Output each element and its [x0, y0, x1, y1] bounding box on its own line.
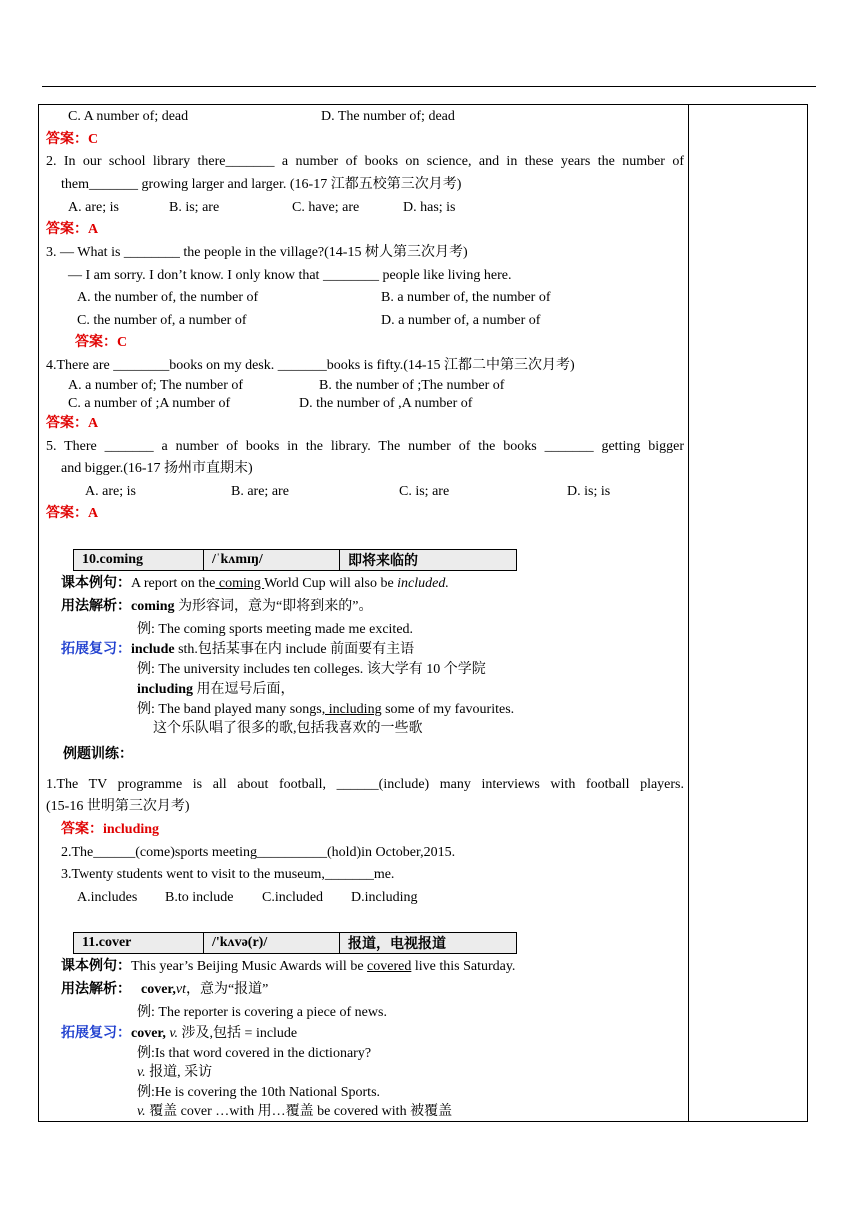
q3-option-c: C. the number of, a number of — [77, 313, 247, 328]
vocab-11-word: 11.cover — [74, 933, 204, 954]
practice-q3: 3.Twenty students went to visit to the museum,_______me. — [61, 867, 395, 882]
vocab-10-ext-including: including 用在逗号后面， — [137, 682, 295, 697]
q3-option-b: B. a number of, the number of — [381, 290, 551, 305]
q2-stem-line1: 2. In our school library there_______ a number of books on science, and in these years the number of — [46, 154, 684, 169]
q1-option-c: C. A number of; dead — [68, 109, 189, 124]
vocab-10-phonetic: /ˈkʌmɪŋ/ — [204, 550, 340, 571]
q2-stem-line2: them_______ growing larger and larger. (16-17 江都五校第三次月考) — [61, 177, 462, 192]
vocab-10-usage-example: 例: The coming sports meeting made me excited. — [137, 622, 414, 637]
q2-option-d: D. has; is — [403, 200, 456, 215]
practice-q3-option-d: D.including — [351, 890, 418, 905]
q5-answer: 答案：A — [46, 506, 99, 521]
q1-answer: 答案：C — [46, 132, 99, 147]
vocab-10-usage: 用法解析：coming 为形容词，意为“即将到来的”。 — [61, 599, 373, 614]
q5-stem-line1: 5. There _______ a number of books in the library. The number of the books _______ getting bigger — [46, 439, 684, 454]
q5-option-c: C. is; are — [399, 484, 450, 499]
vocab-11-usage: 用法解析： cover,vt，意为“报道” — [61, 982, 269, 997]
q3-stem-line2: — I am sorry. I don’t know. I only know that ________ people like living here. — [68, 268, 512, 283]
q2-option-a: A. are; is — [68, 200, 119, 215]
vocab-10-extension: 拓展复习：include sth.包括某事在内 include 前面要有主语 — [61, 642, 415, 657]
vocab-10-word: 10.coming — [74, 550, 204, 571]
vocab-10-table — [73, 549, 517, 571]
vocab-11-ext-example1: 例:Is that word covered in the dictionary? — [137, 1046, 372, 1061]
practice-q1-answer: 答案：including — [61, 822, 160, 837]
vocab-11-ext-report: v. 报道, 采访 — [137, 1065, 213, 1080]
q4-option-d: D. the number of ,A number of — [299, 396, 473, 411]
q4-stem-line1: 4.There are ________books on my desk. _______books is fifty.(14-15 江都二中第三次月考) — [46, 358, 575, 373]
q3-stem-line1: 3. — What is ________ the people in the village?(14-15 树人第三次月考) — [46, 245, 468, 260]
vocab-10-example: 课本例句：A report on the coming World Cup will also be included. — [61, 576, 449, 591]
q3-option-a: A. the number of, the number of — [77, 290, 259, 305]
vocab-11-phonetic: /'kʌvə(r)/ — [204, 933, 340, 954]
vocab-11-extension: 拓展复习：cover, v. 涉及,包括 = include — [61, 1026, 298, 1041]
practice-title: 例题训练： — [63, 747, 133, 762]
practice-q3-option-b: B.to include — [165, 890, 234, 905]
vocab-11-meaning: 报道，电视报道 — [340, 933, 517, 954]
practice-q3-option-a: A.includes — [77, 890, 138, 905]
q2-answer: 答案：A — [46, 222, 99, 237]
q5-stem-line2: and bigger.(16-17 扬州市直期末) — [61, 461, 253, 476]
q4-answer: 答案：A — [46, 416, 99, 431]
q5-option-d: D. is; is — [567, 484, 611, 499]
practice-q1-line2: (15-16 世明第三次月考) — [46, 799, 190, 814]
practice-q3-option-c: C.included — [262, 890, 324, 905]
header-rule — [42, 86, 816, 87]
q5-option-b: B. are; are — [231, 484, 289, 499]
vocab-10-ext-example2-cn: 这个乐队唱了很多的歌,包括我喜欢的一些歌 — [153, 721, 423, 736]
vocab-10-ext-example2: 例: The band played many songs, including some of my favourites. — [137, 702, 515, 717]
right-column-divider — [688, 104, 689, 1122]
q2-option-b: B. is; are — [169, 200, 220, 215]
practice-q2: 2.The______(come)sports meeting__________(hold)in October,2015. — [61, 845, 456, 860]
vocab-11-ext-example2: 例:He is covering the 10th National Sports. — [137, 1085, 381, 1100]
q4-option-b: B. the number of ;The number of — [319, 378, 505, 393]
q3-answer: 答案：C — [75, 335, 128, 350]
vocab-10-ext-example1: 例: The university includes ten colleges. 该大学有 10 个学院 — [137, 662, 486, 677]
vocab-10-meaning: 即将来临的 — [340, 550, 517, 571]
q4-option-a: A. a number of; The number of — [68, 378, 244, 393]
q5-option-a: A. are; is — [85, 484, 136, 499]
vocab-11-ext-cover-with: v. 覆盖 cover …with 用…覆盖 be covered with 被覆盖 — [137, 1104, 453, 1119]
practice-q1-line1: 1.The TV programme is all about football, ______(include) many interviews with football players. — [46, 777, 684, 792]
q3-option-d: D. a number of, a number of — [381, 313, 541, 328]
q2-option-c: C. have; are — [292, 200, 360, 215]
vocab-11-example: 课本例句：This year’s Beijing Music Awards will be covered live this Saturday. — [61, 959, 516, 974]
q4-option-c: C. a number of ;A number of — [68, 396, 231, 411]
vocab-11-table — [73, 932, 517, 954]
vocab-11-usage-example: 例: The reporter is covering a piece of news. — [137, 1005, 387, 1020]
q1-option-d: D. The number of; dead — [321, 109, 455, 124]
